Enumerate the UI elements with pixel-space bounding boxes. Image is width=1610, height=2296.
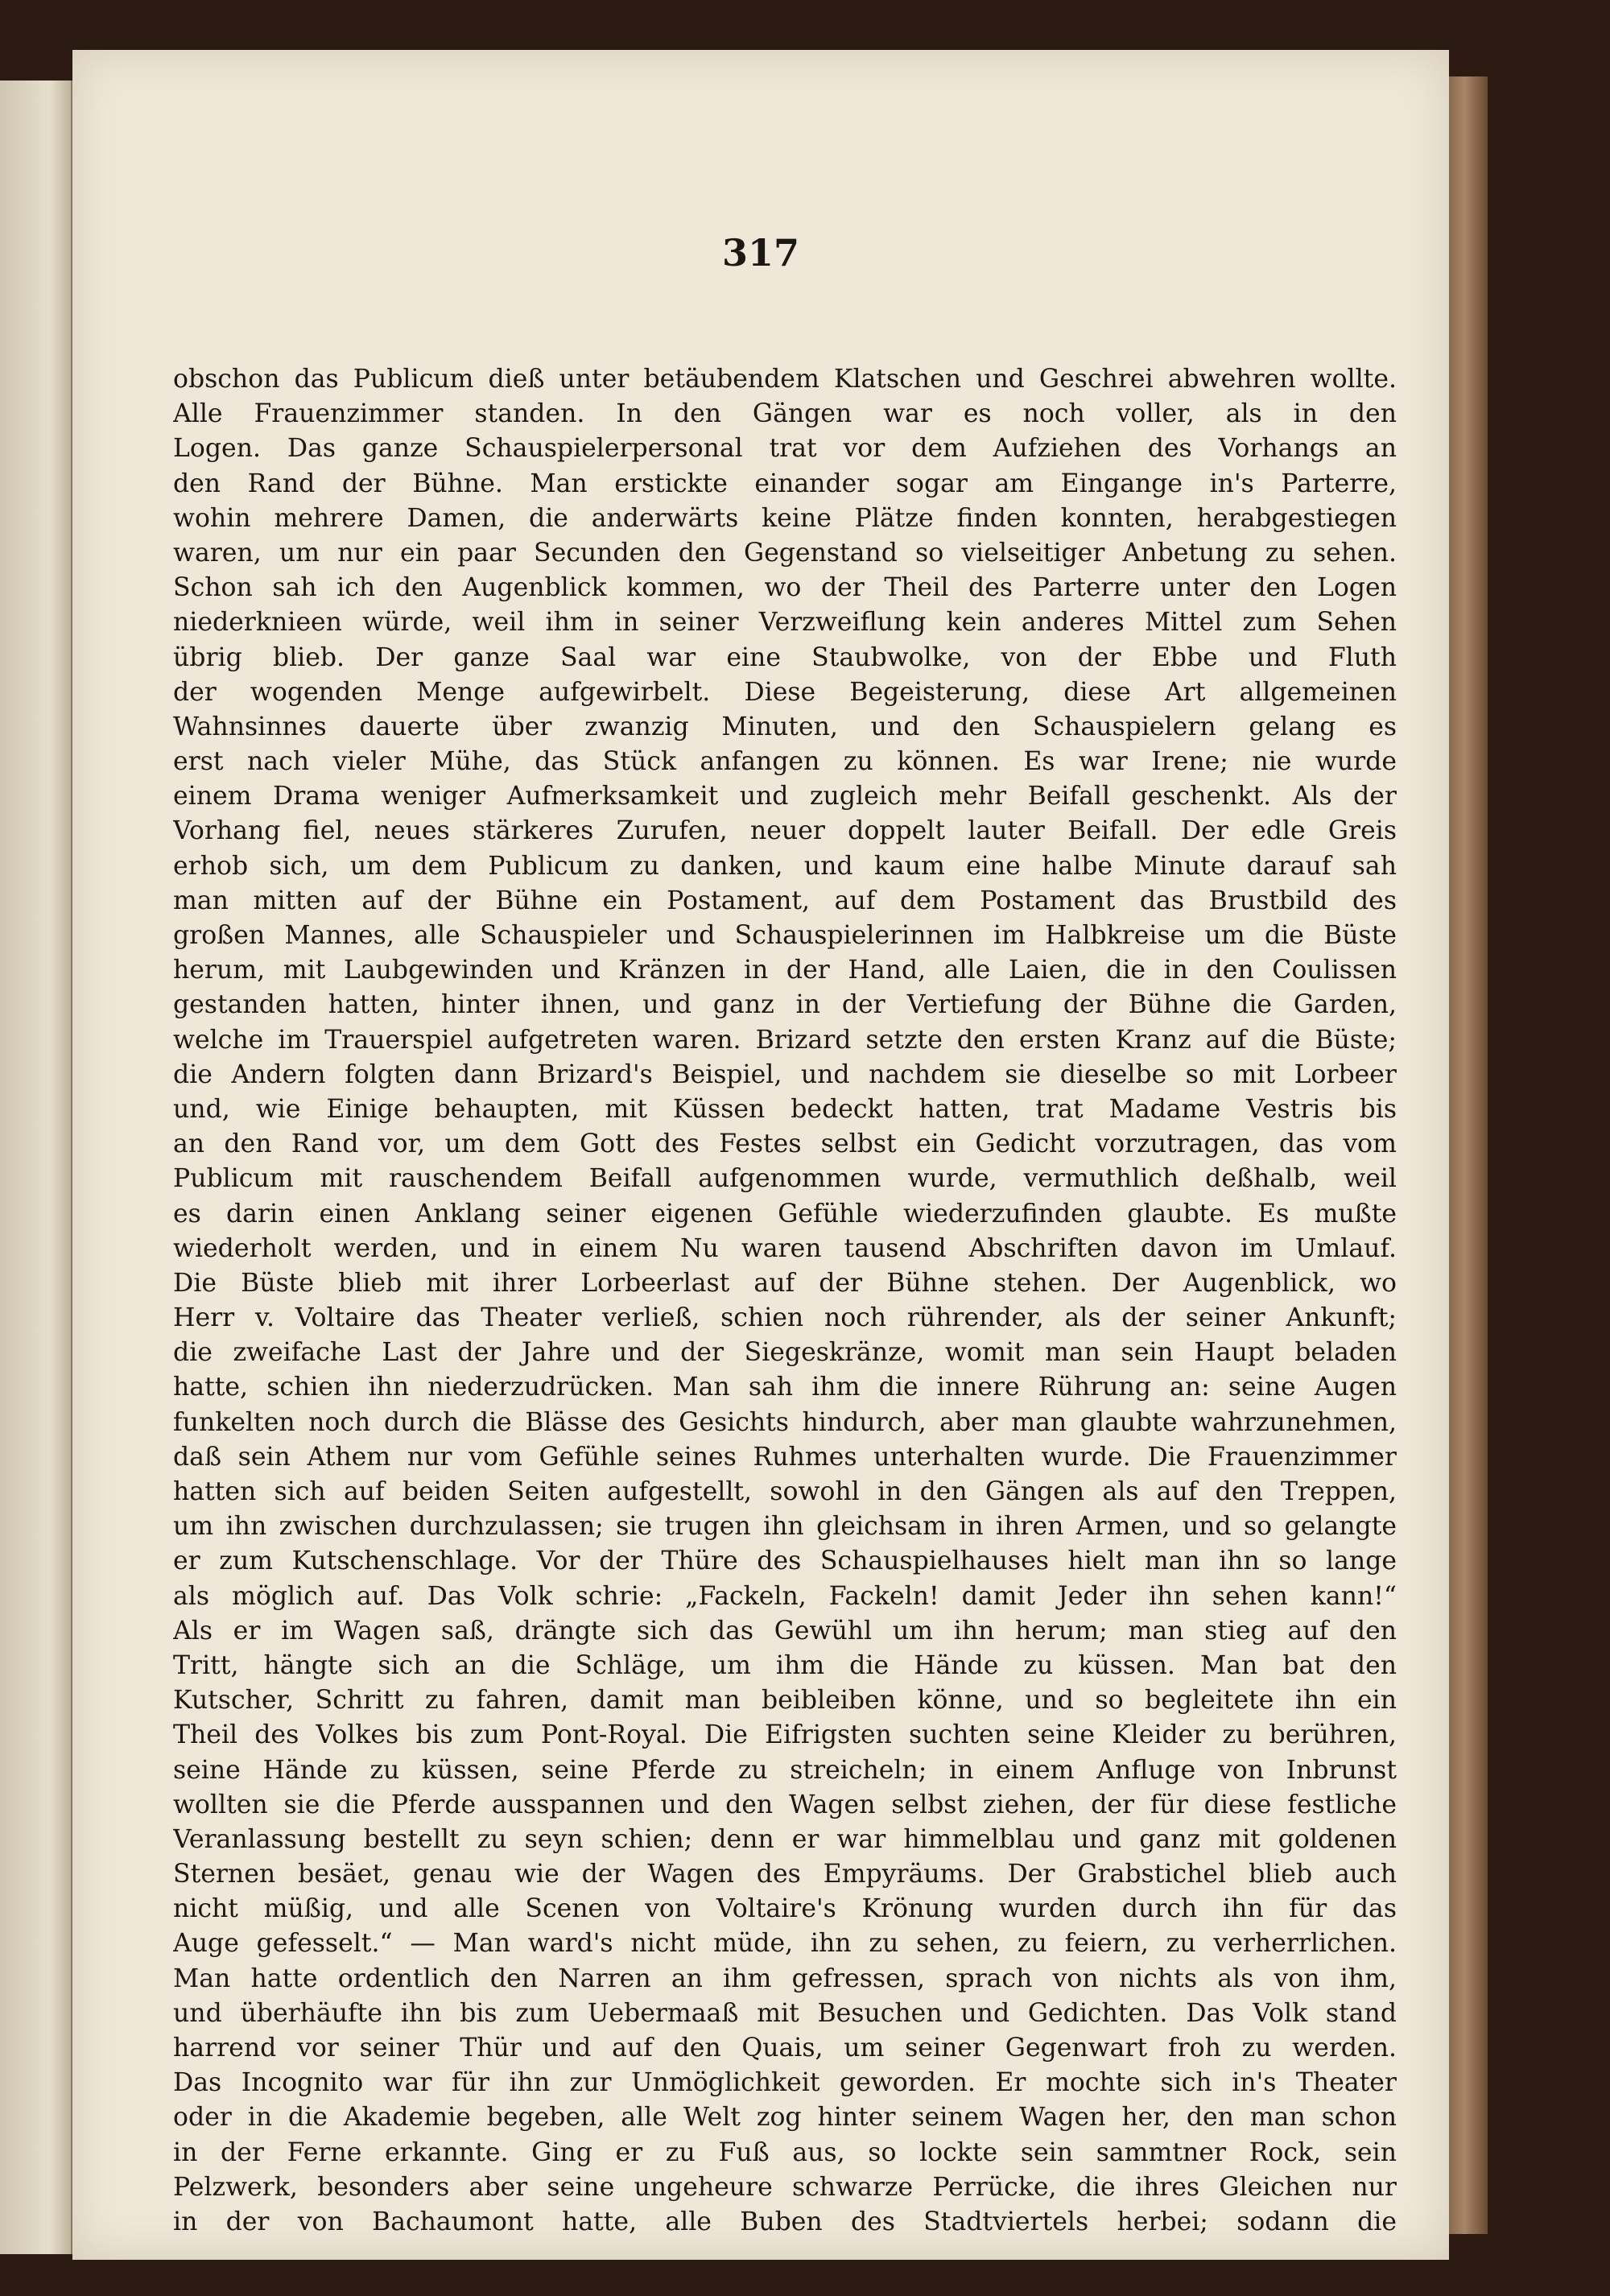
- text-line: wollten sie die Pferde ausspannen und den Wagen selbst ziehen, der für diese festliche: [173, 1790, 1397, 1819]
- text-line: Veranlassung bestellt zu seyn schien; denn er war himmelblau und ganz mit goldenen: [173, 1824, 1397, 1854]
- text-line: Tritt, hängte sich an die Schläge, um ihm die Hände zu küssen. Man bat den: [173, 1650, 1397, 1680]
- text-line: daß sein Athem nur vom Gefühle seines Ruhmes unterhalten wurde. Die Frauenzimmer: [173, 1442, 1397, 1472]
- text-line: als möglich auf. Das Volk schrie: „Fackeln, Fackeln! damit Jeder ihn sehen kann!“: [173, 1581, 1397, 1611]
- text-line: welche im Trauerspiel aufgetreten waren. Brizard setzte den ersten Kranz auf die Büste;: [173, 1025, 1397, 1055]
- text-line: Auge gefesselt.“ — Man ward's nicht müde, ihn zu sehen, zu feiern, zu verherrlichen.: [173, 1929, 1397, 1959]
- text-line: die Andern folgten dann Brizard's Beispiel, und nachdem sie dieselbe so mit Lorbeer: [173, 1059, 1397, 1089]
- text-line: Die Büste blieb mit ihrer Lorbeerlast auf der Bühne stehen. Der Augenblick, wo: [173, 1268, 1397, 1298]
- text-line: Kutscher, Schritt zu fahren, damit man beibleiben könne, und so begleitete ihn ein: [173, 1686, 1397, 1716]
- text-line: es darin einen Anklang seiner eigenen Gefühle wiederzufinden glaubte. Es mußte: [173, 1199, 1397, 1229]
- text-line: Sternen besäet, genau wie der Wagen des Empyräums. Der Grabstichel blieb auch: [173, 1860, 1397, 1889]
- text-line: obschon das Publicum dieß unter betäubendem Klatschen und Geschrei abwehren wollte.: [173, 365, 1397, 394]
- text-line: in der von Bachaumont hatte, alle Buben des Stadtviertels herbei; sodann die: [173, 2207, 1397, 2236]
- text-line: funkelten noch durch die Blässe des Gesichts hindurch, aber man glaubte wahrzunehmen,: [173, 1407, 1397, 1437]
- text-line: Man hatte ordentlich den Narren an ihm gefressen, sprach von nichts als von ihm,: [173, 1964, 1397, 1993]
- text-line: herum, mit Laubgewinden und Kränzen in der Hand, alle Laien, die in den Coulissen: [173, 956, 1397, 985]
- text-line: den Rand der Bühne. Man erstickte einander sogar am Eingange in's Parterre,: [173, 469, 1397, 498]
- body-text: [173, 362, 1397, 2240]
- text-line: Als er im Wagen saß, drängte sich das Gewühl um ihn herum; man stieg auf den: [173, 1616, 1397, 1646]
- text-line: wohin mehrere Damen, die anderwärts keine Plätze finden konnten, herabgestiegen: [173, 503, 1397, 533]
- text-line: und überhäufte ihn bis zum Uebermaaß mit Besuchen und Gedichten. Das Volk stand: [173, 1998, 1397, 2028]
- text-line: einem Drama weniger Aufmerksamkeit und zugleich mehr Beifall geschenkt. Als der: [173, 782, 1397, 811]
- text-line: gestanden hatten, hinter ihnen, und ganz in der Vertiefung der Bühne die Garden,: [173, 990, 1397, 1020]
- text-line: Theil des Volkes bis zum Pont-Royal. Die Eifrigsten suchten seine Kleider zu berühren,: [173, 1720, 1397, 1750]
- text-line: Schon sah ich den Augenblick kommen, wo der Theil des Parterre unter den Logen: [173, 573, 1397, 603]
- text-line: er zum Kutschenschlage. Vor der Thüre des Schauspielhauses hielt man ihn so lange: [173, 1546, 1397, 1576]
- text-line: Publicum mit rauschendem Beifall aufgenommen wurde, vermuthlich deßhalb, weil: [173, 1164, 1397, 1194]
- text-line: Vorhang fiel, neues stärkeres Zurufen, neuer doppelt lauter Beifall. Der edle Greis: [173, 816, 1397, 846]
- text-line: oder in die Akademie begeben, alle Welt zog hinter seinem Wagen her, den man schon: [173, 2103, 1397, 2133]
- text-line: man mitten auf der Bühne ein Postament, auf dem Postament das Brustbild des: [173, 886, 1397, 915]
- text-line: an den Rand vor, um dem Gott des Festes selbst ein Gedicht vorzutragen, das vom: [173, 1129, 1397, 1159]
- text-line: der wogenden Menge aufgewirbelt. Diese Begeisterung, diese Art allgemeinen: [173, 677, 1397, 707]
- text-line: niederknieen würde, weil ihm in seiner Verzweiflung kein anderes Mittel zum Sehen: [173, 608, 1397, 638]
- text-line: großen Mannes, alle Schauspieler und Schauspielerinnen im Halbkreise um die Büste: [173, 921, 1397, 950]
- text-line: Pelzwerk, besonders aber seine ungeheure schwarze Perrücke, die ihres Gleichen nur: [173, 2172, 1397, 2202]
- text-line: übrig blieb. Der ganze Saal war eine Staubwolke, von der Ebbe und Fluth: [173, 642, 1397, 672]
- text-line: nicht müßig, und alle Scenen von Voltaire's Krönung wurden durch ihn für das: [173, 1894, 1397, 1924]
- page-number: 317: [721, 231, 800, 275]
- book-page: [72, 50, 1449, 2260]
- text-line: erst nach vieler Mühe, das Stück anfangen zu können. Es war Irene; nie wurde: [173, 747, 1397, 777]
- text-line: um ihn zwischen durchzulassen; sie trugen ihn gleichsam in ihren Armen, und so gelangte: [173, 1512, 1397, 1542]
- text-line: Herr v. Voltaire das Theater verließ, schien noch rührender, als der seiner Ankunft;: [173, 1303, 1397, 1333]
- previous-page-edge: [0, 81, 73, 2254]
- text-line: die zweifache Last der Jahre und der Siegeskränze, womit man sein Haupt beladen: [173, 1338, 1397, 1368]
- text-line: harrend vor seiner Thür und auf den Quais, um seiner Gegenwart froh zu werden.: [173, 2034, 1397, 2063]
- text-line: hatten sich auf beiden Seiten aufgestellt, sowohl in den Gängen als auf den Treppen,: [173, 1477, 1397, 1506]
- text-line: erhob sich, um dem Publicum zu danken, und kaum eine halbe Minute darauf sah: [173, 851, 1397, 881]
- text-line: Alle Frauenzimmer standen. In den Gängen war es noch voller, als in den: [173, 399, 1397, 429]
- text-line: Logen. Das ganze Schauspielerpersonal trat vor dem Aufziehen des Vorhangs an: [173, 434, 1397, 464]
- text-line: wiederholt werden, und in einem Nu waren tausend Abschriften davon im Umlauf.: [173, 1233, 1397, 1263]
- text-line: Das Incognito war für ihn zur Unmöglichkeit geworden. Er mochte sich in's Theater: [173, 2068, 1397, 2098]
- text-line: hatte, schien ihn niederzudrücken. Man sah ihm die innere Rührung an: seine Augen: [173, 1373, 1397, 1402]
- text-line: Wahnsinnes dauerte über zwanzig Minuten, und den Schauspielern gelang es: [173, 712, 1397, 741]
- text-line: waren, um nur ein paar Secunden den Gegenstand so vielseitiger Anbetung zu sehen.: [173, 538, 1397, 568]
- text-line: und, wie Einige behaupten, mit Küssen bedeckt hatten, trat Madame Vestris bis: [173, 1094, 1397, 1124]
- text-line: in der Ferne erkannte. Ging er zu Fuß aus, so lockte sein sammtner Rock, sein: [173, 2137, 1397, 2167]
- text-line: seine Hände zu küssen, seine Pferde zu streicheln; in einem Anfluge von Inbrunst: [173, 1755, 1397, 1785]
